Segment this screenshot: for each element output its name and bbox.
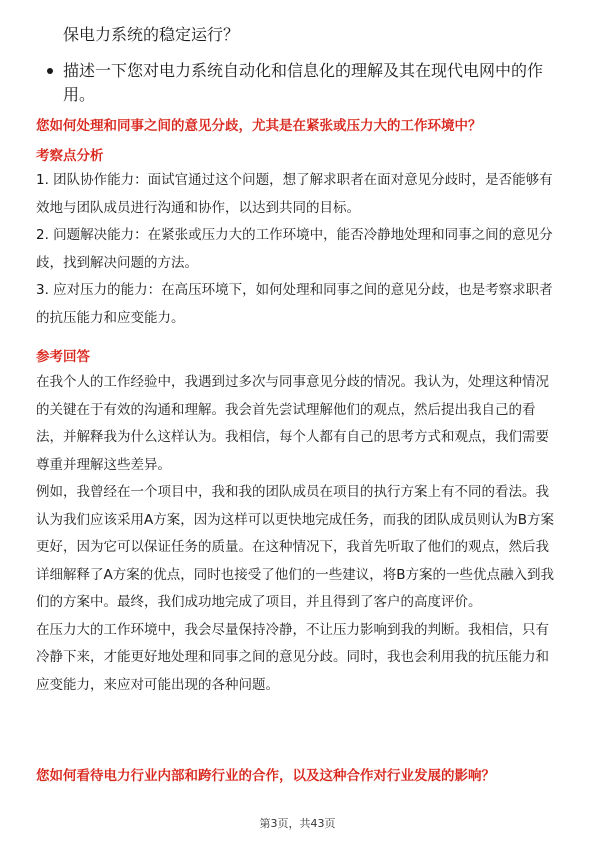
analysis-heading: 考察点分析: [36, 148, 104, 164]
bullet-list-item: [47, 59, 567, 107]
answer-paragraph: 例如，我曾经在一个项目中，我和我的团队成员在项目的执行方案上有不同的看法。我认为我们应该采用A方案，因为这样可以更快地完成任务，而我的团队成员则认为B方案更好，因为它可以保证任务的质量。在这种情况下，我首先听取了他们的观点，然后我详细解释了A方案的优点，同时也接受了他们的一些建议，将B方案的一些优点融入到我们的方案中。最终，我们成功地完成了项目，并且得到了客户的高度评价。: [36, 484, 554, 610]
continued-question-text: 保电力系统的稳定运行？: [63, 25, 240, 44]
analysis-list: [36, 167, 561, 332]
question-heading: 您如何处理和同事之间的意见分歧，尤其是在紧张或压力大的工作环境中？: [36, 118, 482, 134]
analysis-item: 1. 团队协作能力：面试官通过这个问题，想了解求职者在面对意见分歧时，是否能够有效地与团队成员进行沟通和协作，以达到共同的目标。: [36, 172, 553, 216]
answer-body: [36, 369, 561, 699]
bullet-text: 描述一下您对电力系统自动化和信息化的理解及其在现代电网中的作用。: [63, 61, 544, 104]
analysis-item: 3. 应对压力的能力：在高压环境下，如何处理和同事之间的意见分歧，也是考察求职者的抗压能力和应变能力。: [36, 282, 553, 326]
answer-paragraph: 在压力大的工作环境中，我会尽量保持冷静，不让压力影响到我的判断。我相信，只有冷静下来，才能更好地处理和同事之间的意见分歧。同时，我也会利用我的抗压能力和应变能力，来应对可能出现的各种问题。: [36, 621, 549, 693]
answer-paragraph: 在我个人的工作经验中，我遇到过多次与同事意见分歧的情况。我认为，处理这种情况的关键在于有效的沟通和理解。我会首先尝试理解他们的观点，然后提出我自己的看法，并解释我为什么这样认为。我相信，每个人都有自己的思考方式和观点，我们需要尊重并理解这些差异。: [36, 374, 549, 473]
answer-heading: 参考回答: [36, 349, 90, 365]
page-number: 第3页，共43页: [259, 817, 336, 830]
question-heading-next: 您如何看待电力行业内部和跨行业的合作，以及这种合作对行业发展的影响？: [36, 768, 495, 784]
bullet-dot-icon: [47, 68, 53, 74]
analysis-item: 2. 问题解决能力：在紧张或压力大的工作环境中，能否冷静地处理和同事之间的意见分歧，找到解决问题的方法。: [36, 227, 553, 271]
